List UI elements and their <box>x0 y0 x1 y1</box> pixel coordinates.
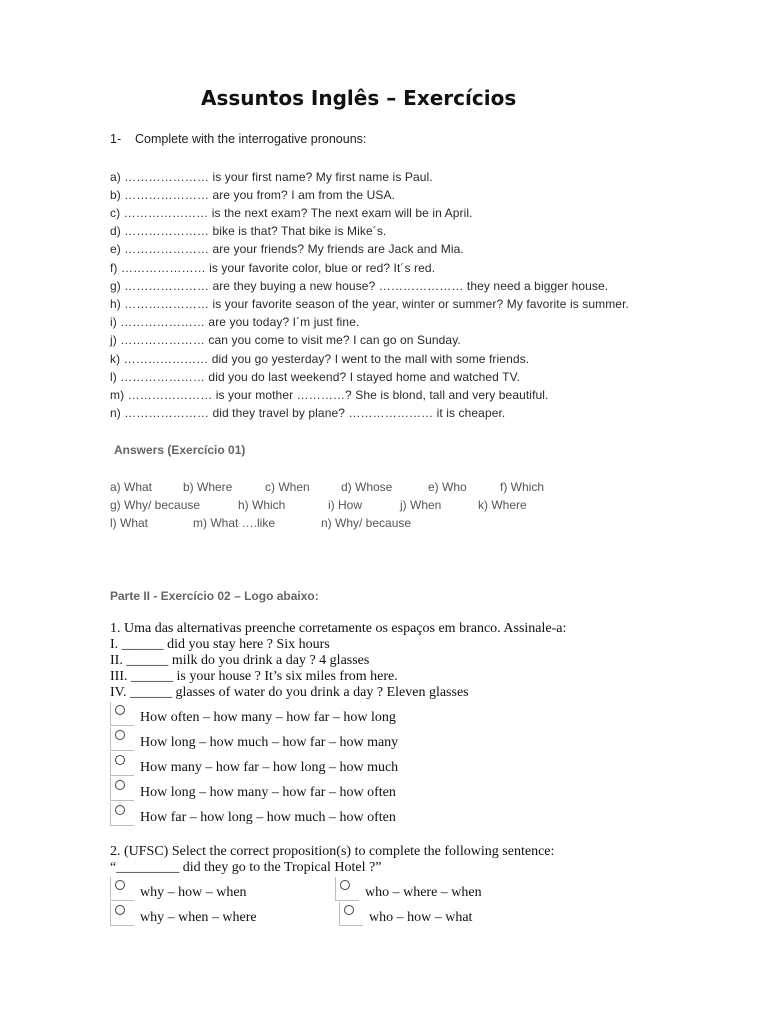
radio-circle-icon <box>115 905 125 915</box>
radio-button[interactable] <box>110 902 134 926</box>
answer-item: g) Why/ because <box>110 498 201 512</box>
radio-button[interactable] <box>335 877 359 901</box>
question1-stem: 1. Uma das alternativas preenche corretamente os espaços em branco. Assinale-a: <box>110 621 567 636</box>
option-label: who – how – what <box>369 910 473 925</box>
answer-item: m) What ….like <box>193 516 276 530</box>
exercise-item: b) ………………… are you from? I am from the USA. <box>110 188 396 202</box>
question2-stem: 2. (UFSC) Select the correct proposition(s) to complete the following sentence: <box>110 844 555 859</box>
option-label: How many – how far – how long – how much <box>140 760 399 775</box>
answer-item: h) Which <box>238 498 286 512</box>
radio-circle-icon <box>115 880 125 890</box>
exercise-item: c) ………………… is the next exam? The next exam will be in April. <box>110 206 473 220</box>
option-label: why – how – when <box>140 885 247 900</box>
question1-line: III. ______ is your house ? It’s six miles from here. <box>110 669 398 684</box>
option-label: How far – how long – how much – how often <box>140 810 396 825</box>
answer-item: i) How <box>328 498 363 512</box>
exercise-item: k) ………………… did you go yesterday? I went to the mall with some friends. <box>110 352 530 366</box>
option-label: why – when – where <box>140 910 257 925</box>
radio-circle-icon <box>340 880 350 890</box>
exercise-item: a) ………………… is your first name? My first name is Paul. <box>110 170 433 184</box>
answer-item: k) Where <box>478 498 527 512</box>
exercise-item: i) ………………… are you today? I´m just fine. <box>110 315 360 329</box>
radio-circle-icon <box>344 905 354 915</box>
radio-circle-icon <box>115 730 125 740</box>
option-label: How long – how many – how far – how often <box>140 785 396 800</box>
radio-button[interactable] <box>110 727 134 751</box>
exercise-item: g) ………………… are they buying a new house? ………………… they need a bigger house. <box>110 279 609 293</box>
radio-button[interactable] <box>110 752 134 776</box>
radio-button[interactable] <box>110 877 134 901</box>
answer-item: a) What <box>110 480 153 494</box>
radio-circle-icon <box>115 805 125 815</box>
part2-heading: Parte II - Exercício 02 – Logo abaixo: <box>110 589 319 603</box>
exercise-item: j) ………………… can you come to visit me? I can go on Sunday. <box>110 333 461 347</box>
answers-title: Answers (Exercício 01) <box>114 443 246 457</box>
radio-circle-icon <box>115 780 125 790</box>
option-label: How often – how many – how far – how long <box>140 710 396 725</box>
radio-circle-icon <box>115 705 125 715</box>
radio-button[interactable] <box>339 902 363 926</box>
page-title: Assuntos Inglês – Exercícios <box>201 86 517 110</box>
question1-line: I. ______ did you stay here ? Six hours <box>110 637 330 652</box>
exercise-item: l) ………………… did you do last weekend? I stayed home and watched TV. <box>110 370 521 384</box>
radio-button[interactable] <box>110 802 134 826</box>
exercise-item: f) ………………… is your favorite color, blue or red? It´s red. <box>110 261 436 275</box>
option-label: How long – how much – how far – how many <box>140 735 399 750</box>
answer-item: j) When <box>400 498 442 512</box>
exercise1-number: 1- <box>110 132 122 146</box>
exercise1-instruction <box>110 132 366 146</box>
answer-item: b) Where <box>183 480 233 494</box>
question1-line: II. ______ milk do you drink a day ? 4 glasses <box>110 653 370 668</box>
exercise-item: n) ………………… did they travel by plane? ………………… it is cheaper. <box>110 406 506 420</box>
radio-button[interactable] <box>110 777 134 801</box>
radio-button[interactable] <box>110 702 134 726</box>
exercise1-instruction-text: Complete with the interrogative pronouns: <box>135 132 367 146</box>
exercise-item: e) ………………… are your friends? My friends are Jack and Mia. <box>110 242 464 256</box>
answer-item: f) Which <box>500 480 545 494</box>
answer-item: l) What <box>110 516 149 530</box>
answer-item: e) Who <box>428 480 467 494</box>
exercise-item: m) ………………… is your mother …………? She is blond, tall and very beautiful. <box>110 388 549 402</box>
radio-circle-icon <box>115 755 125 765</box>
answer-item: d) Whose <box>341 480 393 494</box>
answer-item: c) When <box>265 480 310 494</box>
question1-line: IV. ______ glasses of water do you drink a day ? Eleven glasses <box>110 685 469 700</box>
option-label: who – where – when <box>365 885 482 900</box>
exercise-item: h) ………………… is your favorite season of the year, winter or summer? My favorite is summer. <box>110 297 629 311</box>
question2-sentence: “_________ did they go to the Tropical Hotel ?” <box>110 860 382 875</box>
answer-item: n) Why/ because <box>321 516 412 530</box>
exercise-item: d) ………………… bike is that? That bike is Mike´s. <box>110 224 387 238</box>
